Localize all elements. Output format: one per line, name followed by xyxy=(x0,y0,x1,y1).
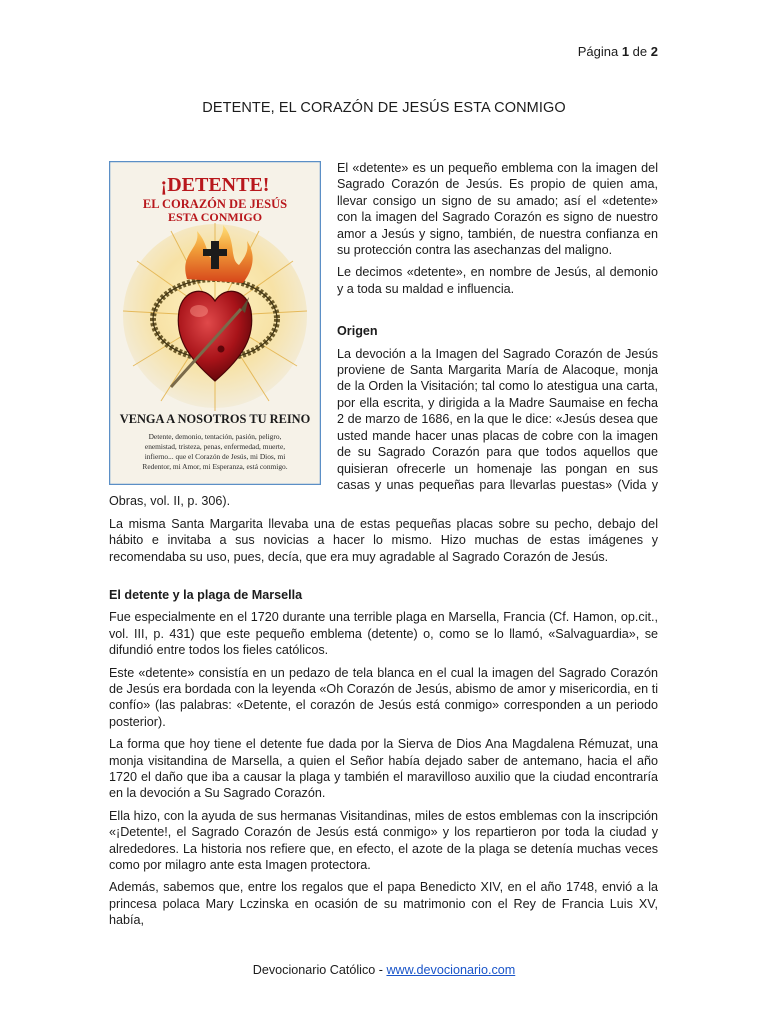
image-small-text-3: infierno... que el Corazón de Jesús, mi Dios, mi xyxy=(144,452,286,461)
paragraph-marsella-4: Ella hizo, con la ayuda de sus hermanas Visitandinas, miles de estos emblemas con la inscripción «¡Detente!, el Sagrado Corazón de Jesús está conmigo» y los repartieron por toda la ciudad y alrededores. La historia nos refiere que, en efecto, el azote de la plaga se detenía muchas veces como por milagro ante esta Imagen protectora. xyxy=(109,808,658,873)
paragraph-marsella-3: La forma que hoy tiene el detente fue dada por la Sierva de Dios Ana Magdalena Rémuzat, una monja visitandina de Marsella, a quien el Señor había dejado saber de antemano, hacia el año 1720 el daño que iba a causar la plaga y también el maravilloso auxilio que la ciudad encontraría en la devoción a Su Sagrado Corazón. xyxy=(109,737,658,801)
document-body xyxy=(109,160,658,935)
paragraph-intro-2: Le decimos «detente», en nombre de Jesús, al demonio y a toda su maldad e influencia. xyxy=(337,265,658,296)
image-heading-3: ESTA CONMIGO xyxy=(167,210,263,224)
image-slogan: VENGA A NOSOTROS TU REINO xyxy=(119,412,311,426)
image-small-text-4: Redentor, mi Amor, mi Esperanza, está conmigo. xyxy=(142,462,288,471)
footer xyxy=(0,963,768,977)
detente-image xyxy=(109,161,321,485)
paragraph-marsella-5: Además, sabemos que, entre los regalos que el papa Benedicto XIV, en el año 1748, envió a la princesa polaca Mary Lczinska en ocasión de su matrimonio con el Rey de Francia Luis XV, había, xyxy=(109,880,658,928)
paragraph-origen-2: La misma Santa Margarita llevaba una de estas pequeñas placas sobre su pecho, debajo del hábito e invitaba a sus novicias a hacer lo mismo. Hizo muchas de estas imágenes y recomendaba su uso, pues, decía, que era muy agradable al Sagrado Corazón de Jesús. xyxy=(109,516,658,564)
image-small-text-2: enemistad, tristeza, penas, enfermedad, muerte, xyxy=(144,442,286,451)
paragraph-origen-1: La devoción a la Imagen del Sagrado Corazón de Jesús proviene de Santa Margarita María de Alacoque, monja de la Orden la Visitación; tal como lo atestigua una carta, por ella escrita, y dirigida a la Madre Saumaise en fecha 2 de marzo de 1686, en la que le dice: «Jesús desea que usted mande hacer unas placas de cobre con la imagen de su Sagrado Corazón para que todos aquellos que quisieran ofrecerle un homenaje las pongan en sus casas y unas pequeñas para llevarlas puestas» (Vida y Obras, vol. II, p. 306). xyxy=(109,346,658,509)
heading-marsella: El detente y la plaga de Marsella xyxy=(109,587,303,602)
footer-text: Devocionario Católico - xyxy=(252,963,387,977)
document-title: DETENTE, EL CORAZÓN DE JESÚS ESTA CONMIGO xyxy=(202,100,566,116)
paragraph-marsella-2: Este «detente» consistía en un pedazo de tela blanca en el cual la imagen del Sagrado Corazón de Jesús era bordada con la leyenda «Oh Corazón de Jesús, abismo de amor y misericordia, en ti confío» (las palabras: «Detente, el corazón de Jesús está conmigo» corresponden a un periodo posterior). xyxy=(109,665,658,729)
image-heading-2: EL CORAZÓN DE JESÚS xyxy=(142,197,288,211)
paragraph-marsella-1: Fue especialmente en el 1720 durante una terrible plaga en Marsella, Francia (Cf. Hamon, op.cit., vol. III, p. 431) que este pequeño emblema (detente) o, como se lo llamó, «Salvaguardia», se difundió entre todos los fieles católicos. xyxy=(109,610,658,658)
footer-link[interactable]: www.devocionario.com xyxy=(386,963,516,977)
image-heading-1: ¡DETENTE! xyxy=(160,174,270,196)
heading-origen: Origen xyxy=(337,324,378,339)
image-small-text-1: Detente, demonio, tentación, pasión, peligro, xyxy=(148,432,282,441)
page-number: Página 1 de 2 xyxy=(577,44,658,59)
paragraph-intro-1: El «detente» es un pequeño emblema con la imagen del Sagrado Corazón de Jesús. Es propio de quien ama, llevar consigo un signo de su amado; así el «detente» con la imagen del Sagrado Corazón es signo de nuestro amor a Jesús y signo, también, de nuestra confianza en su protección contra las asechanzas del maligno. xyxy=(337,161,658,258)
